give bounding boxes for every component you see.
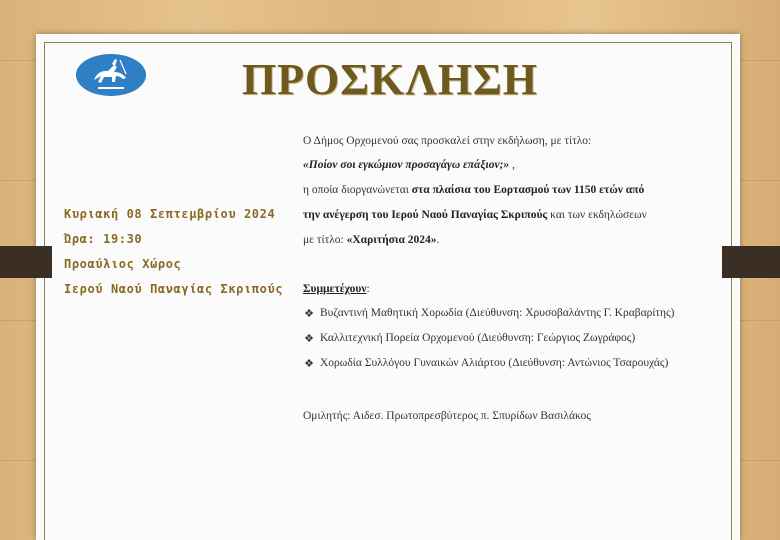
diamond-bullet-icon: ❖ xyxy=(304,333,314,345)
left-ribbon-band xyxy=(0,246,52,278)
page-title: ΠΡΟΣΚΛΗΣΗ xyxy=(241,55,539,104)
right-ribbon-band xyxy=(722,246,780,278)
series-pre: με τίτλο: xyxy=(303,234,347,246)
series-title: «Χαριτήσια 2024» xyxy=(346,234,437,246)
speaker-text: Ομιλητής: Αιδεσ. Πρωτοπρεσβύτερος π. Σπυρίδων Βασιλάκος xyxy=(303,410,591,422)
event-title-tail: , xyxy=(509,159,515,171)
event-title: «Ποίον σοι εγκώμιον προσαγάγω επάξιον;» xyxy=(303,159,510,171)
participant-text: Βυζαντινή Μαθητική Χορωδία (Διεύθυνση: Χρυσοβαλάντης Γ. Κραβαρίτης) xyxy=(320,307,675,319)
participants-heading: Συμμετέχουν xyxy=(303,283,367,295)
series-title-line xyxy=(303,234,439,246)
participant-item xyxy=(303,307,733,323)
event-time: Ώρα: 19:30 xyxy=(64,232,143,246)
participants-heading-line xyxy=(303,283,370,295)
event-place-line2: Ιερού Ναού Παναγίας Σκριπούς xyxy=(64,282,284,296)
series-tail: . xyxy=(436,234,440,246)
church-line xyxy=(303,209,647,221)
event-date: Κυριακή 08 Σεπτεμβρίου 2024 xyxy=(64,207,276,221)
participants-colon: : xyxy=(366,283,370,295)
speaker-line xyxy=(303,410,591,422)
celebration-text: στα πλαίσια του Εορτασμού των 1150 ετών από xyxy=(411,184,645,196)
church-tail: και των εκδηλώσεων xyxy=(547,209,647,221)
intro-line xyxy=(303,135,591,147)
participant-item xyxy=(303,332,733,348)
organized-pre: η οποία διοργανώνεται xyxy=(303,184,412,196)
participant-text: Χορωδία Συλλόγου Γυναικών Αλιάρτου (Διεύθυνση: Αντώνιος Τσαρουχάς) xyxy=(320,357,669,369)
organized-line xyxy=(303,184,644,196)
event-details xyxy=(64,204,294,304)
event-place-line1: Προαύλιος Χώρος xyxy=(64,257,182,271)
participant-text: Καλλιτεχνική Πορεία Ορχομενού (Διεύθυνση: Γεώργιος Ζωγράφος) xyxy=(320,332,636,344)
participant-item xyxy=(303,357,733,373)
intro-text: Ο Δήμος Ορχομενού σας προσκαλεί στην εκδήλωση, με τίτλο: xyxy=(303,135,592,147)
event-title-line xyxy=(303,159,515,171)
diamond-bullet-icon: ❖ xyxy=(304,308,314,320)
church-name: την ανέγερση του Ιερού Ναού Παναγίας Σκριπούς xyxy=(303,209,548,221)
diamond-bullet-icon: ❖ xyxy=(304,358,314,370)
